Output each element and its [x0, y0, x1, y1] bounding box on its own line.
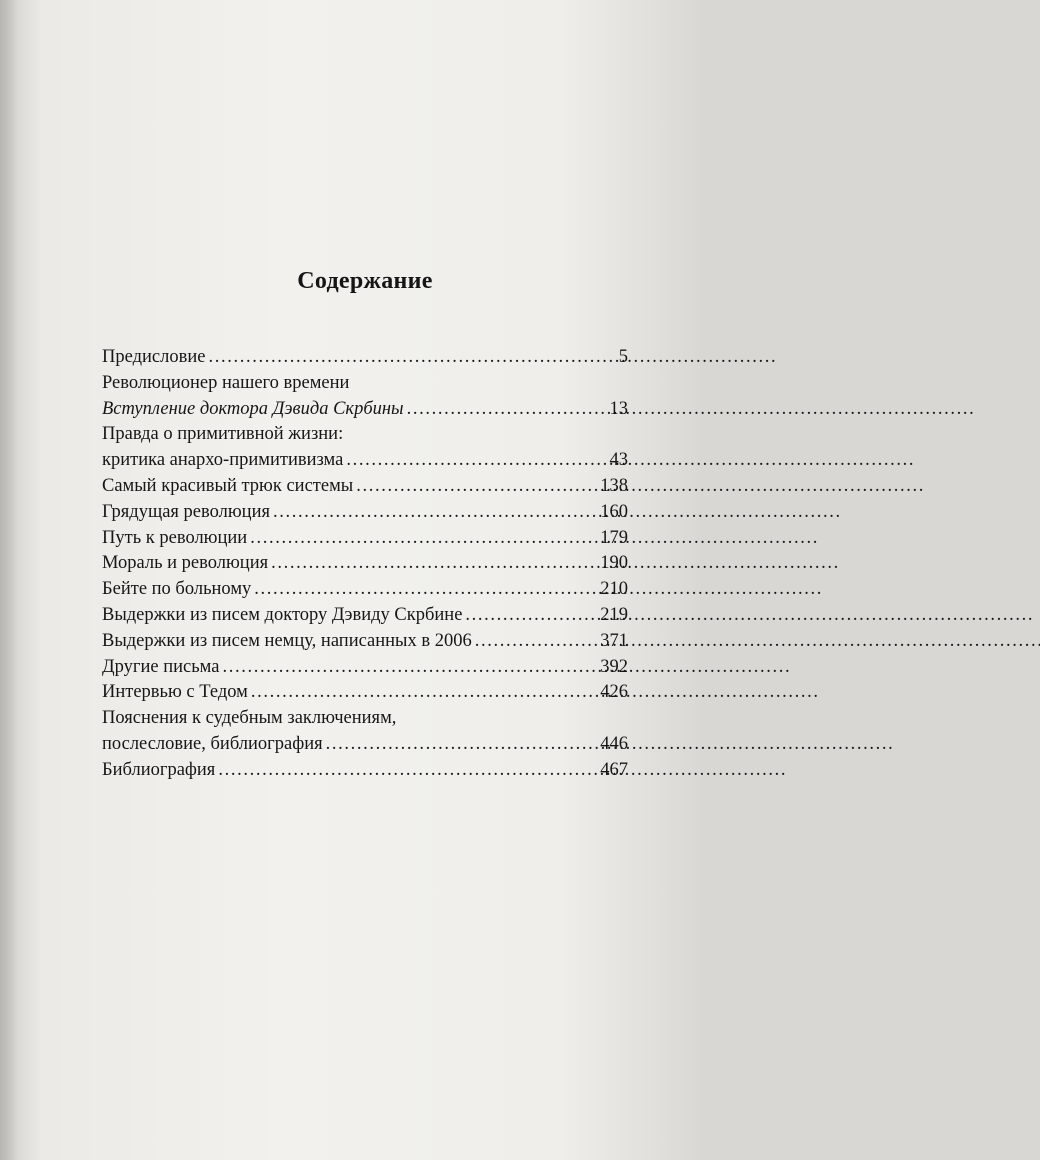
toc-entry-title: Выдержки из писем доктору Дэвиду Скрбине	[102, 604, 463, 625]
toc-dot-leader	[271, 551, 597, 577]
toc-page-number: 210	[600, 579, 628, 600]
toc-entry	[102, 603, 628, 629]
toc-entry	[102, 680, 628, 706]
toc-entry	[102, 474, 628, 500]
toc-dot-leader	[251, 680, 597, 706]
toc-entry-line	[102, 680, 628, 706]
toc-page-number: 446	[600, 733, 628, 754]
toc-page-number: 160	[600, 501, 628, 522]
toc-dot-leader	[356, 474, 597, 500]
toc-dot-leader	[273, 500, 597, 526]
toc-entry-title: Выдержки из писем немцу, написанных в 2006	[102, 630, 472, 651]
toc-entry-line	[102, 474, 628, 500]
toc-entry-line	[102, 500, 628, 526]
toc-page-number: 371	[600, 630, 628, 651]
toc-entry-line	[102, 577, 628, 603]
toc-entry	[102, 655, 628, 681]
toc-entry-line	[102, 551, 628, 577]
toc-dot-leader	[346, 448, 606, 474]
toc-entry-title: Библиография	[102, 759, 216, 780]
toc-entry-title: Предисловие	[102, 347, 206, 367]
toc-entry	[102, 758, 628, 784]
toc-dot-leader	[254, 577, 597, 603]
toc-page-number: 426	[600, 682, 628, 703]
toc-entry	[102, 551, 628, 577]
toc-entry-title: Бейте по больному	[102, 579, 252, 600]
toc-page-number: 467	[600, 759, 628, 780]
toc-entry-title: Вступление доктора Дэвида Скрбины	[102, 398, 404, 419]
toc-entry-line	[102, 397, 628, 423]
toc-entry-line	[102, 526, 628, 552]
toc-entry-title: Мораль и революция	[102, 553, 269, 574]
toc-entry	[102, 577, 628, 603]
toc-entry-title: Путь к революции	[102, 527, 248, 548]
toc-dot-leader	[475, 629, 598, 655]
toc-page-number: 5	[618, 347, 628, 367]
toc-entry	[102, 629, 628, 655]
toc-dot-leader	[208, 345, 615, 371]
toc-entry-line	[102, 345, 628, 371]
toc-entry-title: Самый красивый трюк системы	[102, 475, 354, 496]
toc-entry	[102, 500, 628, 526]
toc-entry-title: Интервью с Тедом	[102, 682, 248, 703]
toc-page-number: 392	[600, 656, 628, 677]
toc-entry-title: Грядущая революция	[102, 501, 270, 522]
toc-entry-line	[102, 629, 628, 655]
toc-entry-heading: Революционер нашего времени	[102, 372, 350, 393]
toc-entry-title: критика анархо-примитивизма	[102, 450, 344, 471]
toc-entry-line	[102, 758, 628, 784]
toc-entry	[102, 345, 628, 371]
toc-dot-leader	[218, 758, 597, 784]
toc-entry-title: послесловие, библиография	[102, 733, 323, 754]
table-of-contents	[102, 268, 628, 784]
toc-entry-line	[102, 603, 628, 629]
toc-entry	[102, 422, 628, 474]
page-binding-shadow	[0, 0, 18, 1160]
toc-dot-leader	[407, 397, 607, 423]
toc-dot-leader	[465, 603, 597, 629]
toc-dot-leader	[222, 655, 597, 681]
toc-entry	[102, 371, 628, 423]
toc-entry-line	[102, 655, 628, 681]
toc-page-number: 13	[609, 398, 628, 419]
toc-page-number: 190	[600, 553, 628, 574]
toc-list	[102, 345, 628, 784]
toc-page-number: 138	[600, 475, 628, 496]
toc-page-number: 179	[600, 527, 628, 548]
toc-entry-line	[102, 448, 628, 474]
toc-dot-leader	[326, 732, 598, 758]
toc-title: Содержание	[297, 268, 433, 294]
toc-page-number: 219	[600, 604, 628, 625]
toc-entry	[102, 706, 628, 758]
toc-entry-heading: Пояснения к судебным заключениям,	[102, 708, 397, 729]
toc-entry-line	[102, 732, 628, 758]
toc-entry-title: Другие письма	[102, 656, 220, 677]
toc-entry	[102, 526, 628, 552]
toc-page-number: 43	[609, 450, 628, 471]
toc-entry-heading: Правда о примитивной жизни:	[102, 424, 344, 445]
toc-dot-leader	[250, 526, 597, 552]
